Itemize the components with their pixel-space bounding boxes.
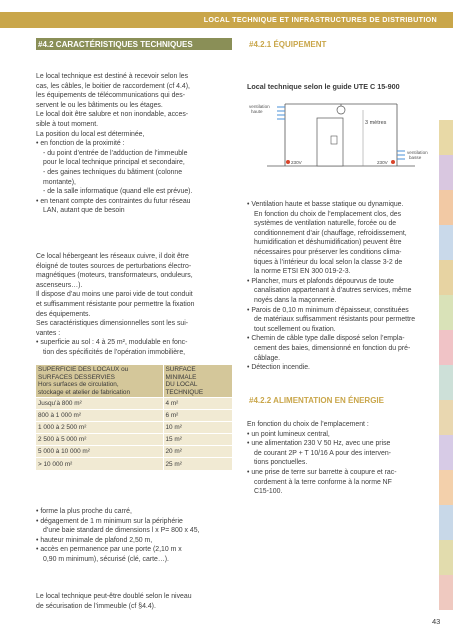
table-row: [36, 398, 232, 410]
vent-low-label-2: basse: [409, 155, 422, 160]
header-line: MINIMALE: [165, 373, 197, 381]
strip-segment: [439, 470, 453, 505]
after-table-list: [36, 507, 232, 565]
table-header-right: [163, 365, 232, 398]
text-line: • forme la plus proche du carré,: [36, 508, 132, 515]
page-number: 43: [432, 617, 441, 626]
section-title-energy: #4.2.2 ALIMENTATION EN ÉNERGIE: [249, 396, 384, 405]
strip-segment: [439, 540, 453, 575]
technical-room-diagram: [247, 96, 433, 198]
table-row: [36, 446, 232, 458]
strip-segment: [439, 120, 453, 155]
text-line: nécessaires pour préserver les conditions clima-: [254, 248, 402, 256]
text-line: systèmes de ventilation naturelle, forcée ou de: [254, 220, 397, 228]
closing-paragraph: [36, 592, 232, 611]
section-title-equipment: #4.2.1 ÉQUIPEMENT: [249, 40, 327, 49]
text-line: cordement à la terre conforme à la norme NF: [254, 478, 392, 486]
distribution-box-icon: [331, 136, 337, 144]
text-line: noyés dans la maçonnerie.: [254, 296, 337, 304]
strip-segment: [439, 400, 453, 435]
text-line: • une prise de terre sur barrette à coupure et rac-: [247, 468, 397, 476]
text-line: câblage.: [254, 354, 281, 362]
text-line: d’une baie standard de dimensions l x P= 800 x 45,: [43, 527, 200, 535]
strip-segment: [439, 155, 453, 190]
strip-segment: [439, 435, 453, 470]
ceiling-light-icon: [337, 106, 345, 114]
text-line: de sécurisation de l’immeuble (cf §4.4).: [36, 602, 156, 610]
text-line: la norme ETSI EN 300 019-2-3.: [254, 268, 351, 276]
strip-segment: [439, 225, 453, 260]
text-line: les équipements de télécommunications qui des-: [36, 92, 185, 100]
strip-segment: [439, 365, 453, 400]
remote-paragraph: [36, 252, 232, 358]
text-line: • Détection incendie.: [247, 364, 310, 372]
equipment-bullets: [247, 200, 433, 373]
header-line: DU LOCAL: [165, 381, 198, 389]
header-title: LOCAL TECHNIQUE ET INFRASTRUCTURES DE DISTRIBUTION: [203, 15, 437, 24]
vent-high-label-2: haute: [251, 109, 263, 114]
text-line: • Chemin de câble type dalle disposé selon l’empla-: [247, 335, 405, 343]
table-cell-min: 6 m²: [163, 410, 232, 422]
table-cell-area: 1 000 à 2 500 m²: [36, 422, 163, 434]
text-line: - du point d’entrée de l’adduction de l’immeuble: [43, 149, 188, 157]
decorative-color-strip: [439, 120, 453, 630]
text-line: tions ponctuelles.: [254, 459, 308, 467]
text-line: • un point lumineux central,: [247, 430, 330, 438]
table-cell-area: 800 à 1 000 m²: [36, 410, 163, 422]
text-line: • Plancher, murs et plafonds dépourvus de toute: [247, 277, 394, 285]
intro-paragraph: [36, 72, 232, 216]
text-line: Le local technique peut-être doublé selon le niveau: [36, 593, 192, 600]
strip-segment: [439, 260, 453, 295]
text-line: • en fonction de la proximité :: [36, 140, 125, 148]
text-line: - des gaines techniques du bâtiment (colonne: [43, 168, 183, 176]
text-line: • en tenant compte des contraintes du futur réseau: [36, 197, 191, 205]
text-line: montante),: [43, 178, 76, 186]
text-line: servent le ou les bâtiments ou les étages.: [36, 101, 163, 109]
text-line: canalisation appartenant à d’autres services, même: [254, 287, 412, 295]
text-line: des équipements.: [36, 310, 91, 318]
header-line: SURFACE: [165, 366, 196, 373]
text-line: tion des spécificités de l’opération immobilière,: [43, 348, 186, 356]
strip-segment: [439, 295, 453, 330]
table-cell-min: 4 m²: [163, 398, 232, 410]
table-row: [36, 434, 232, 446]
table-cell-area: > 10 000 m²: [36, 458, 163, 470]
text-line: tout scellement ou fixation.: [254, 325, 336, 333]
vent-low-label-1: ventilation: [407, 150, 428, 155]
text-line: • une alimentation 230 V 50 Hz, avec une prise: [247, 440, 391, 448]
text-line: La position du local est déterminée,: [36, 130, 145, 138]
text-line: Le local technique est destiné à recevoir selon les: [36, 73, 189, 80]
text-line: de courant 2P + T 10/16 A pour des interven-: [254, 449, 391, 457]
text-line: 0,90 m minimum), sécurisé (clé, carte…).: [43, 555, 169, 563]
header-line: SURFACES DESSERVIES: [38, 373, 115, 381]
table-header-left: [36, 365, 163, 398]
energy-paragraph: [247, 420, 433, 497]
strip-segment: [439, 330, 453, 365]
header-line: SUPERFICIE DES LOCAUX ou: [38, 366, 129, 373]
table-cell-min: 25 m²: [163, 458, 232, 470]
text-line: cas, les câbles, le boitier de raccordement (cf 4.4),: [36, 82, 190, 90]
rack-cabinet: [317, 118, 343, 166]
table-row: [36, 422, 232, 434]
text-line: éloigné de toutes sources de perturbations électro-: [36, 262, 192, 270]
socket-right-label: 230V: [377, 160, 388, 165]
vent-high-label-1: ventilation: [249, 104, 270, 109]
figure-title: Local technique selon le guide UTE C 15-900: [247, 82, 400, 91]
text-line: • superficie au sol : 4 à 25 m², modulable en fonc-: [36, 339, 188, 347]
header-line: Hors surfaces de circulation,: [38, 381, 119, 389]
text-line: pour le local technique principal et secondaire,: [43, 159, 185, 167]
text-line: cement des baies, dimensionné en fonction du pré-: [254, 344, 411, 352]
socket-right-icon: [391, 160, 395, 164]
section-title-characteristics: #4.2 CARACTÉRISTIQUES TECHNIQUES: [36, 38, 232, 50]
surface-table: [36, 365, 232, 470]
text-line: Ce local hébergeant les réseaux cuivre, il doit être: [36, 253, 189, 260]
text-line: • Parois de 0,10 m minimum d’épaisseur, constituées: [247, 306, 409, 314]
text-line: Ses caractéristiques dimensionnelles sont les sui-: [36, 320, 189, 328]
table-cell-area: Jusqu’à 800 m²: [36, 398, 163, 410]
text-line: vantes :: [36, 329, 61, 337]
socket-left-label: 230V: [291, 160, 302, 165]
header-bar: [0, 12, 453, 28]
height-label: 3 mètres: [365, 120, 387, 126]
text-line: LAN, autant que de besoin: [43, 207, 125, 215]
text-line: de matériaux suffisamment résistants pour permettre: [254, 316, 416, 324]
text-line: • accès en permanence par une porte (2,10 m x: [36, 546, 182, 554]
table-cell-min: 10 m²: [163, 422, 232, 434]
text-line: Le local doit être salubre et non inondable, acces-: [36, 111, 189, 119]
header-line: TECHNIQUE: [165, 388, 204, 396]
text-line: En fonction du choix de l’emplacement :: [247, 421, 369, 428]
text-line: En fonction du choix de l’emplacement clos, des: [254, 210, 402, 218]
text-line: ascenseurs…).: [36, 281, 83, 289]
text-line: • hauteur minimale de plafond 2,50 m,: [36, 536, 153, 544]
strip-segment: [439, 575, 453, 610]
header-line: stockage et atelier de fabrication: [38, 388, 131, 396]
text-line: et suffisamment résistante pour permettre la fixation: [36, 300, 195, 308]
table-header-row: [36, 365, 232, 398]
text-line: • Ventilation haute et basse statique ou dynamique.: [247, 201, 404, 208]
text-line: • dégagement de 1 m minimum sur la périphérie: [36, 517, 183, 525]
text-line: - de la salle informatique (quand elle est prévue).: [43, 188, 193, 196]
socket-left-icon: [286, 160, 290, 164]
text-line: Il dispose d’au moins une paroi vide de tout conduit: [36, 291, 193, 299]
table-cell-min: 20 m²: [163, 446, 232, 458]
text-line: conditionnement d’air (chauffage, refroidissement,: [254, 229, 407, 237]
text-line: tiques à l’intérieur du local selon la classe 3-2 de: [254, 258, 403, 266]
table-row: [36, 410, 232, 422]
table-cell-area: 5 000 à 10 000 m²: [36, 446, 163, 458]
strip-segment: [439, 190, 453, 225]
strip-segment: [439, 505, 453, 540]
table-row: [36, 458, 232, 470]
text-line: humidification et déshumidification) peuvent être: [254, 239, 402, 247]
text-line: magnétiques (moteurs, transformateurs, onduleurs,: [36, 272, 193, 280]
text-line: sible à tout moment.: [36, 120, 99, 128]
table-cell-area: 2 500 à 5 000 m²: [36, 434, 163, 446]
table-cell-min: 15 m²: [163, 434, 232, 446]
text-line: C15-100.: [254, 488, 283, 496]
